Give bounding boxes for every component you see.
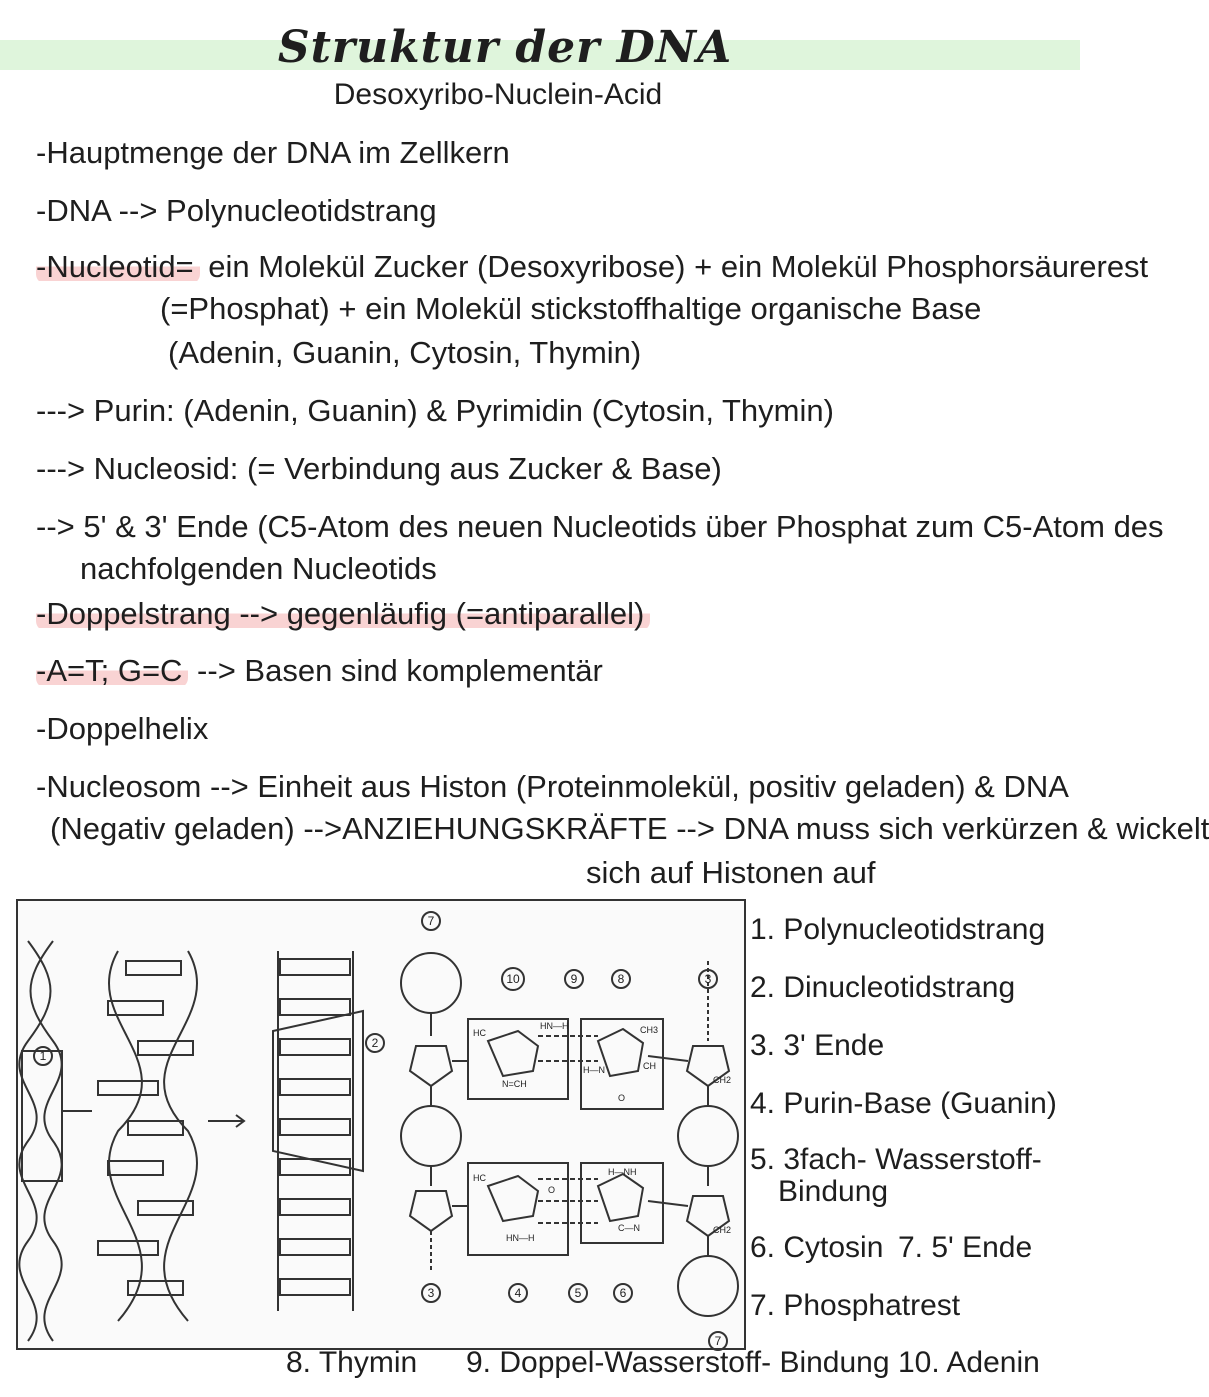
chem-label: O: [618, 1093, 626, 1103]
marker-label: 6: [619, 1286, 627, 1300]
legend-item: 3. 3' Ende: [750, 1029, 885, 1062]
phosphate-circle: [401, 953, 461, 1013]
marker-label: 8: [617, 972, 625, 986]
marker-label: 10: [506, 972, 520, 986]
phosphate-circle: [678, 1106, 738, 1166]
chem-label: CH: [643, 1061, 656, 1071]
legend-item: 10. Adenin: [898, 1346, 1040, 1379]
marker-label: 3: [704, 972, 712, 986]
page-title: Struktur der DNA: [277, 22, 733, 73]
note-line: (Adenin, Guanin, Cytosin, Thymin): [168, 335, 642, 370]
chem-label: CH3: [640, 1025, 659, 1035]
purine-ring: [488, 1176, 538, 1221]
chem-label: CH2: [713, 1075, 732, 1085]
legend-item: Bindung: [778, 1175, 889, 1208]
note-line: -Hauptmenge der DNA im Zellkern: [36, 135, 510, 170]
legend-item: 2. Dinucleotidstrang: [750, 971, 1016, 1004]
note-line: [36, 595, 650, 633]
note-line: -Doppelhelix: [36, 711, 209, 746]
note-text: --> Basen sind komplementär: [188, 653, 603, 688]
legend-item: 9. Doppel-Wasserstoff- Bindung: [466, 1346, 890, 1379]
pyrimidine-ring: [598, 1174, 643, 1221]
legend-item: 7. 5' Ende: [898, 1231, 1033, 1264]
marker-label: 9: [570, 972, 578, 986]
purine-ring: [488, 1031, 538, 1076]
straight-rungs: [280, 959, 350, 1295]
sugar-ring: [410, 1046, 452, 1086]
phosphate-circle: [678, 1256, 738, 1316]
legend-item: 6. Cytosin: [750, 1231, 884, 1264]
note-line: ---> Nucleosid: (= Verbindung aus Zucker & Base): [36, 451, 722, 486]
note-line: [36, 652, 603, 690]
note-line: (Negativ geladen) -->ANZIEHUNGSKRÄFTE --> DNA muss sich verkürzen & wickelt: [50, 811, 1209, 846]
marker-label: 2: [371, 1036, 379, 1050]
marker-label: 3: [427, 1286, 435, 1300]
chem-label: HC: [473, 1028, 486, 1038]
chem-label: HN—H: [506, 1233, 535, 1243]
marker-label: 7: [714, 1334, 722, 1348]
marker-label: 4: [514, 1286, 522, 1300]
sugar-ring: [410, 1191, 452, 1231]
note-text: ein Molekül Zucker (Desoxyribose) + ein Molekül Phosphorsäurerest: [199, 249, 1149, 284]
chem-label: N=CH: [502, 1079, 527, 1089]
chem-label: CH2: [713, 1225, 732, 1235]
chem-label: HC: [473, 1173, 486, 1183]
chem-label: HN—H: [540, 1021, 569, 1031]
highlighted-term: -A=T; G=C: [36, 653, 188, 688]
note-line: -Nucleosom --> Einheit aus Histon (Proteinmolekül, positiv geladen) & DNA: [36, 769, 1069, 804]
note-line: nachfolgenden Nucleotids: [80, 551, 437, 586]
note-line: [36, 248, 1148, 286]
phosphate-circle: [401, 1106, 461, 1166]
marker-label: 7: [427, 914, 435, 928]
helix-strand-a: [19, 941, 50, 1341]
helix-strand-b: [31, 941, 62, 1341]
chem-label: C—N: [618, 1223, 640, 1233]
legend-item: 7. Phosphatrest: [750, 1289, 961, 1322]
legend-item: 1. Polynucleotidstrang: [750, 913, 1046, 946]
chem-label: O: [548, 1185, 556, 1195]
legend-item: 8. Thymin: [286, 1346, 418, 1379]
highlighted-term: -Doppelstrang --> gegenläufig (=antiparallel): [36, 596, 650, 631]
dna-diagram: [18, 901, 744, 1348]
note-line: -DNA --> Polynucleotidstrang: [36, 193, 437, 228]
note-line: ---> Purin: (Adenin, Guanin) & Pyrimidin (Cytosin, Thymin): [36, 393, 834, 428]
marker-label: 1: [39, 1049, 47, 1063]
ladder-rungs: [98, 961, 193, 1295]
note-line: (=Phosphat) + ein Molekül stickstoffhaltige organische Base: [160, 291, 982, 326]
helix-zoom-box: [22, 1051, 62, 1181]
page-subtitle: Desoxyribo-Nuclein-Acid: [333, 78, 663, 111]
highlighted-term: -Nucleotid=: [36, 249, 200, 284]
chem-label: H—NH: [608, 1167, 637, 1177]
note-line: --> 5' & 3' Ende (C5-Atom des neuen Nucleotids über Phosphat zum C5-Atom des: [36, 509, 1164, 544]
marker-label: 5: [574, 1286, 582, 1300]
dna-structure-figure: [16, 899, 746, 1350]
legend-item: 5. 3fach- Wasserstoff-: [750, 1143, 1042, 1176]
note-line: sich auf Histonen auf: [586, 855, 876, 890]
legend-item: 4. Purin-Base (Guanin): [750, 1087, 1057, 1120]
chem-label: H—N: [583, 1065, 605, 1075]
